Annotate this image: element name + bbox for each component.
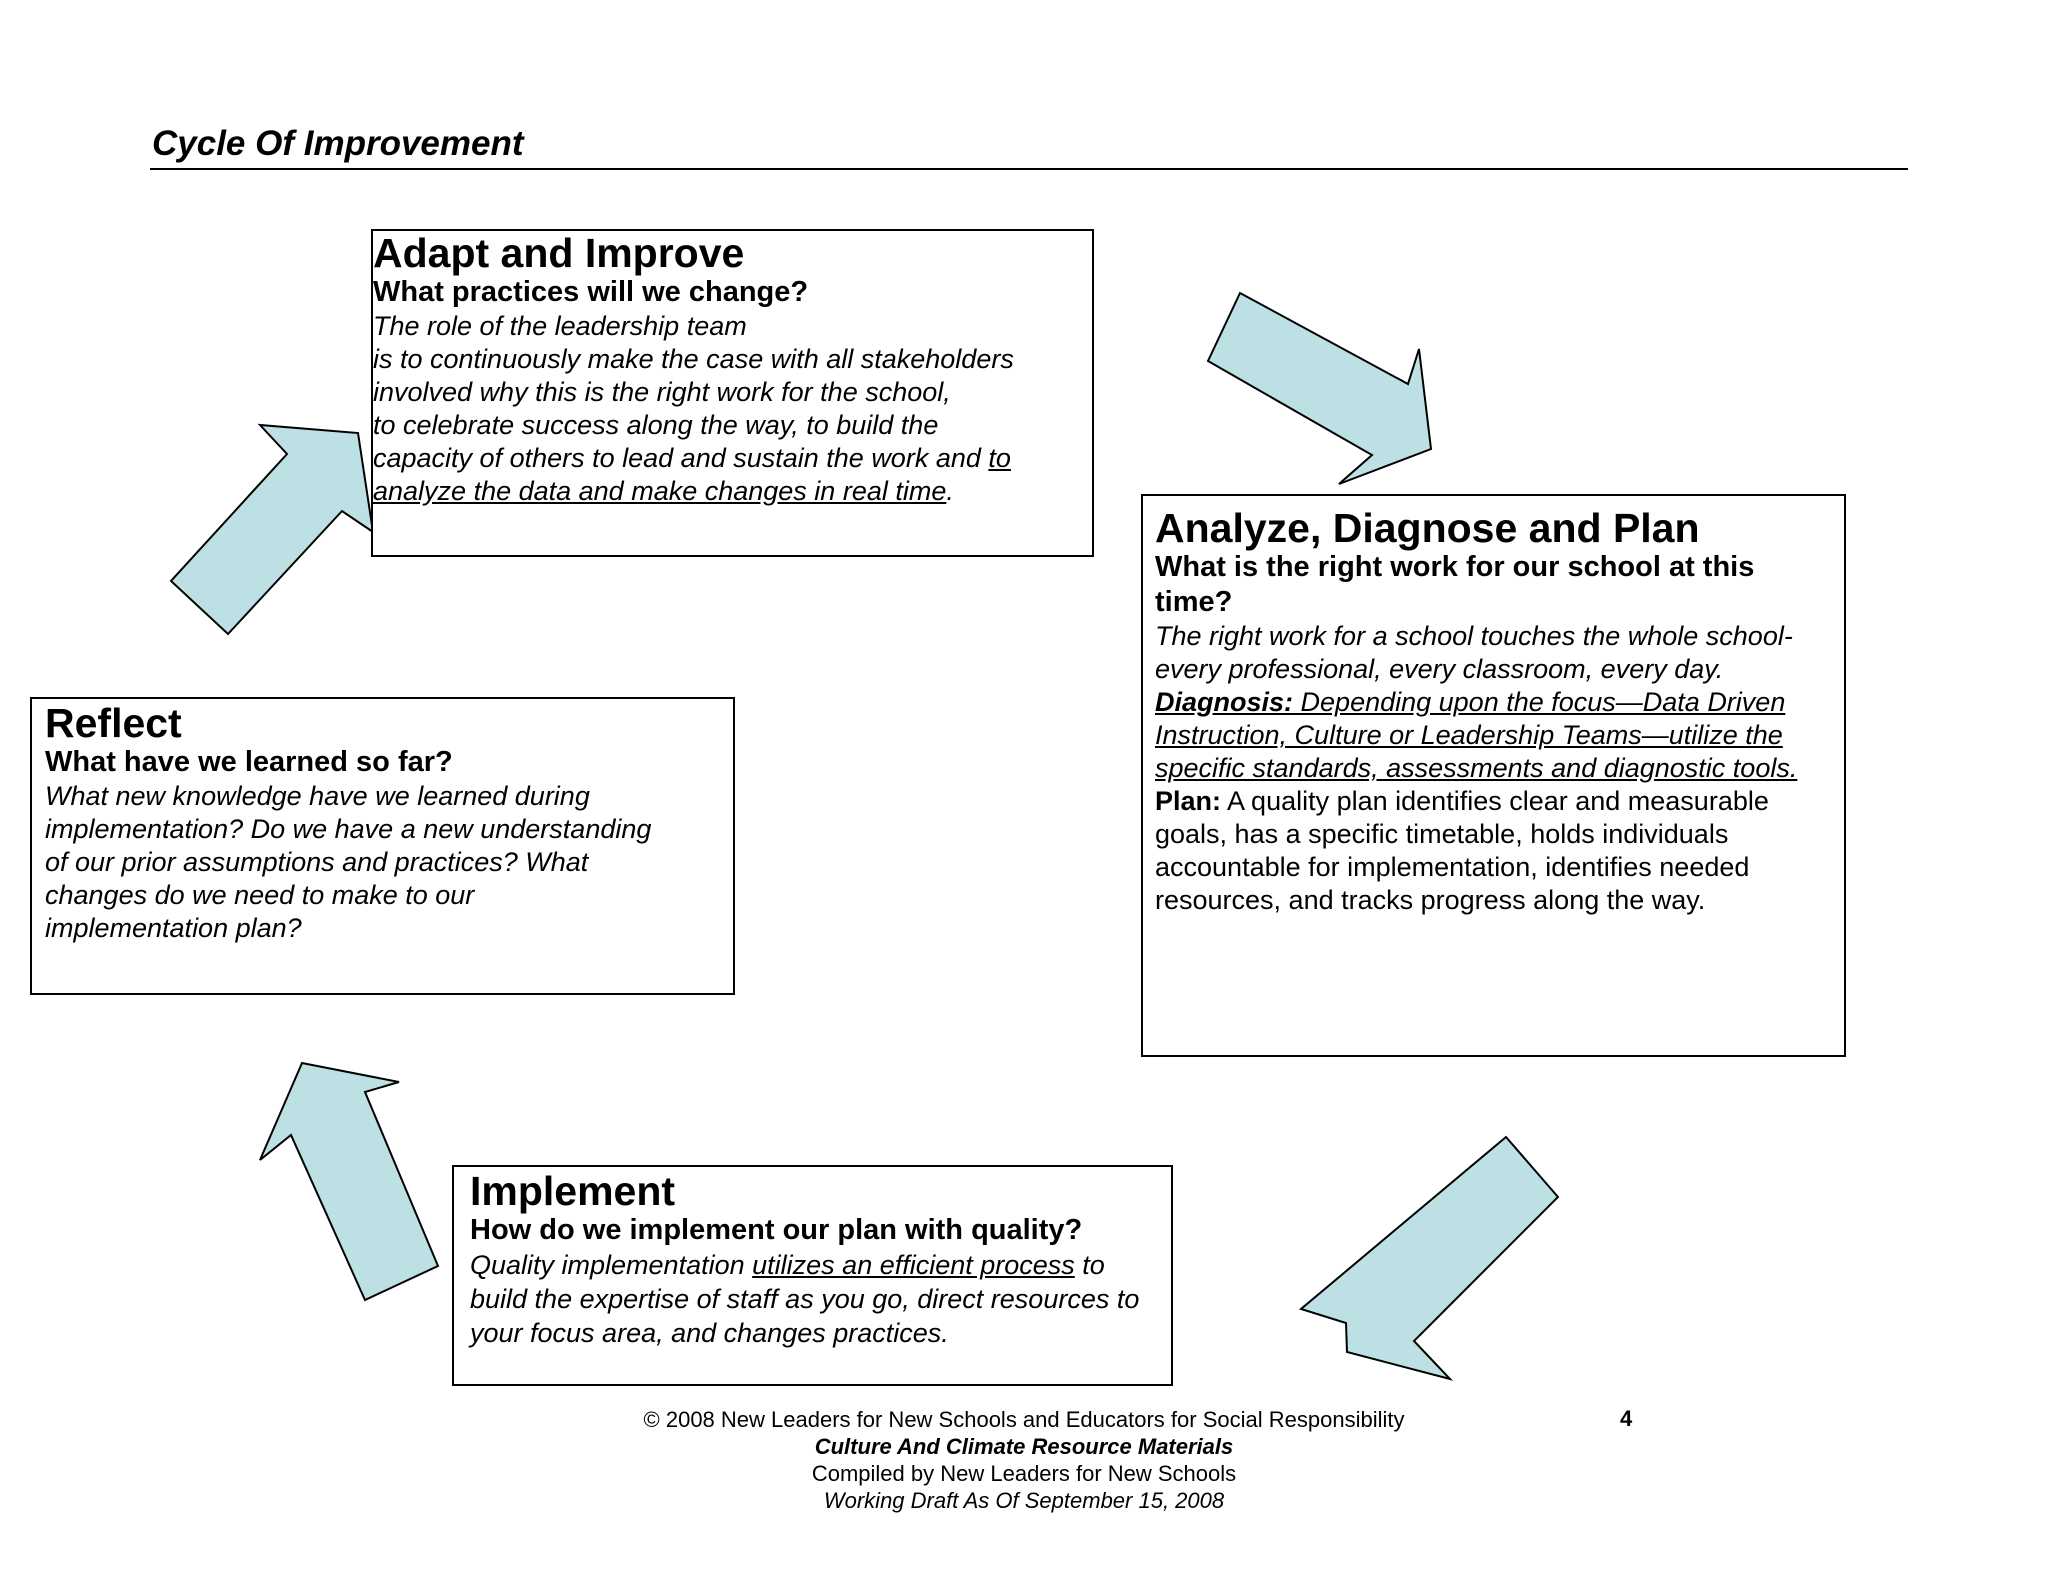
analyze-line-8: accountable for implementation, identifies needed (1155, 852, 1750, 882)
adapt-line-2: is to continuously make the case with all stakeholders (373, 344, 1014, 374)
implement-box (452, 1165, 1173, 1386)
page-title: Cycle Of Improvement (152, 124, 524, 163)
analyze-line-2: every professional, every classroom, every day. (1155, 654, 1724, 684)
arrow-analyze-to-implement (1301, 1137, 1558, 1379)
adapt-line-5a: capacity of others to lead and sustain the work and (373, 443, 989, 473)
reflect-body (45, 780, 733, 945)
analyze-line-3-text: Depending upon the focus—Data Driven (1293, 687, 1786, 717)
adapt-question: What practices will we change? (373, 276, 809, 308)
reflect-box (30, 697, 735, 995)
implement-line-2: build the expertise of staff as you go, direct resources to (470, 1284, 1140, 1314)
analyze-line-6-text: A quality plan identifies clear and measurable (1221, 786, 1769, 816)
analyze-question-1: What is the right work for our school at this (1155, 551, 1755, 583)
implement-line-1a: Quality implementation (470, 1250, 753, 1280)
arrow-reflect-to-adapt (171, 425, 373, 634)
analyze-question-2: time? (1155, 586, 1233, 618)
implement-line-1c: to (1074, 1250, 1105, 1280)
reflect-line-5: implementation plan? (45, 913, 302, 943)
implement-question: How do we implement our plan with quality? (470, 1214, 1083, 1246)
reflect-question: What have we learned so far? (45, 746, 453, 778)
implement-body (470, 1248, 1171, 1350)
page-number: 4 (1620, 1406, 1633, 1431)
reflect-line-1: What new knowledge have we learned during (45, 781, 590, 811)
footer-subtitle: Culture And Climate Resource Materials (814, 1434, 1234, 1459)
reflect-line-2: implementation? Do we have a new understanding (45, 814, 652, 844)
adapt-line-4: to celebrate success along the way, to build the (373, 410, 939, 440)
adapt-heading: Adapt and Improve (373, 230, 745, 276)
implement-line-1b: utilizes an efficient process (752, 1250, 1075, 1280)
footer-draft: Working Draft As Of September 15, 2008 (823, 1488, 1225, 1513)
adapt-line-5b: to (988, 443, 1011, 473)
analyze-line-1: The right work for a school touches the whole school- (1155, 621, 1793, 651)
implement-line-1 (470, 1248, 1171, 1282)
adapt-line-1: The role of the leadership team (373, 311, 747, 341)
analyze-question (1155, 550, 1844, 620)
reflect-line-3: of our prior assumptions and practices? What (45, 847, 589, 877)
adapt-line-3: involved why this is the right work for the school, (373, 377, 951, 407)
analyze-body (1155, 620, 1844, 917)
implement-line-3: your focus area, and changes practices. (470, 1318, 949, 1348)
arrow-implement-to-reflect (260, 1063, 438, 1300)
arrow-adapt-to-analyze (1208, 293, 1431, 484)
page-footer (0, 1406, 2048, 1514)
footer-compiled: Compiled by New Leaders for New Schools (811, 1461, 1237, 1486)
analyze-line-9: resources, and tracks progress along the way. (1155, 885, 1706, 915)
analyze-line-6 (1155, 785, 1844, 818)
adapt-line-6a: analyze the data and make changes in real time (373, 476, 947, 506)
adapt-line-5 (373, 442, 1092, 475)
adapt-line-6 (373, 475, 1092, 508)
analyze-heading: Analyze, Diagnose and Plan (1155, 505, 1700, 551)
analyze-plan-box (1141, 494, 1846, 1057)
analyze-line-3 (1155, 686, 1844, 719)
reflect-heading: Reflect (45, 700, 182, 746)
analyze-line-5: specific standards, assessments and diagnostic tools. (1155, 753, 1798, 783)
diagnosis-label: Diagnosis: (1155, 687, 1294, 717)
analyze-line-7: goals, has a specific timetable, holds individuals (1155, 819, 1729, 849)
adapt-improve-box (371, 229, 1094, 557)
analyze-line-4: Instruction, Culture or Leadership Teams—utilize the (1155, 720, 1783, 750)
implement-heading: Implement (470, 1168, 676, 1214)
adapt-body (373, 310, 1092, 508)
adapt-line-6b: . (946, 476, 954, 506)
reflect-line-4: changes do we need to make to our (45, 880, 475, 910)
plan-label: Plan: (1155, 786, 1222, 816)
footer-copyright: © 2008 New Leaders for New Schools and Educators for Social Responsibility (643, 1407, 1405, 1432)
